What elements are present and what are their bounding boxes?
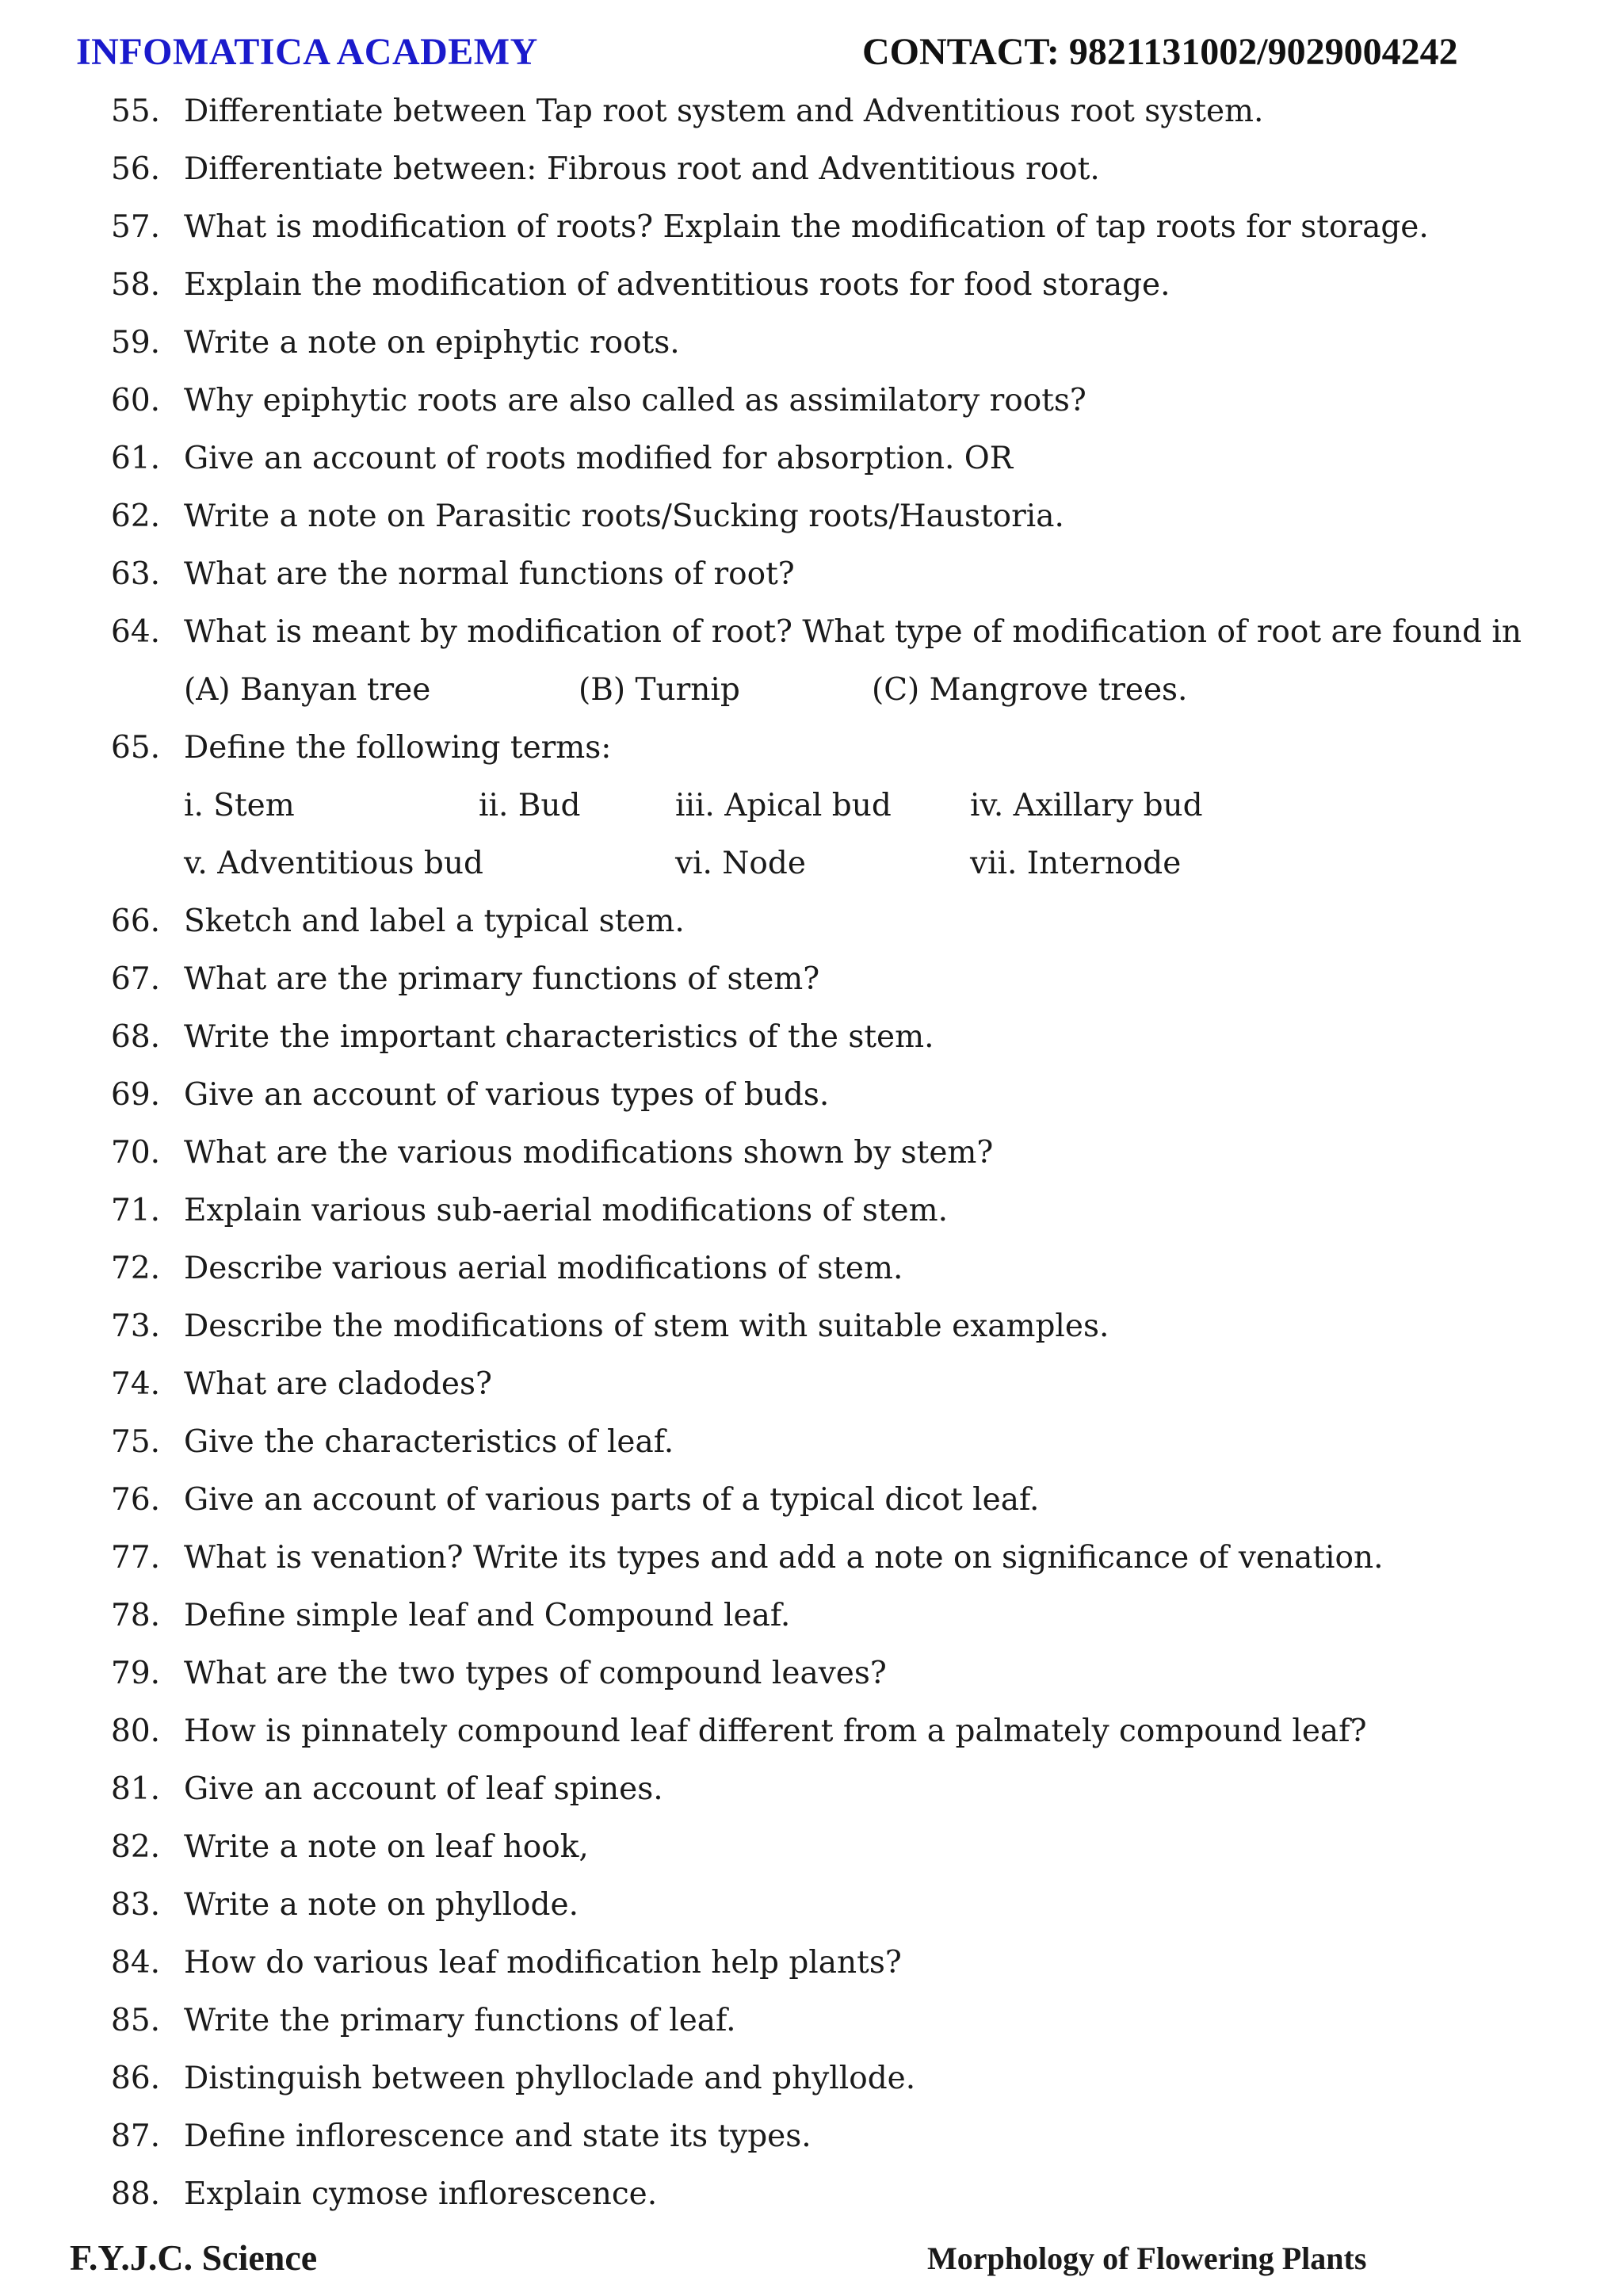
question-number: 84. — [111, 1945, 161, 1981]
question-84 — [0, 1934, 1623, 1992]
question-text: Explain cymose inflorescence. — [184, 2176, 658, 2212]
question-65-terms-row2 — [0, 835, 1623, 892]
term-i: i. Stem — [184, 788, 295, 823]
question-number: 88. — [111, 2176, 161, 2212]
question-87 — [0, 2107, 1623, 2165]
question-59 — [0, 314, 1623, 372]
term-iv: iv. Axillary bud — [970, 788, 1203, 823]
question-64 — [0, 603, 1623, 661]
question-text: How is pinnately compound leaf different from a palmately compound leaf? — [184, 1713, 1367, 1749]
question-86 — [0, 2050, 1623, 2107]
academy-name: INFOMATICA ACADEMY — [76, 31, 538, 73]
question-text: Give an account of leaf spines. — [184, 1771, 663, 1807]
question-number: 70. — [111, 1135, 161, 1171]
question-text: Write a note on leaf hook, — [184, 1829, 589, 1865]
question-58 — [0, 256, 1623, 314]
question-text: Give an account of various parts of a typical dicot leaf. — [184, 1482, 1040, 1518]
question-number: 83. — [111, 1887, 161, 1923]
question-number: 56. — [111, 151, 161, 187]
question-text: Explain various sub-aerial modifications of stem. — [184, 1193, 949, 1228]
question-number: 55. — [111, 94, 161, 129]
question-text: Distinguish between phylloclade and phyllode. — [184, 2061, 916, 2096]
footer-chapter: Morphology of Flowering Plants — [927, 2241, 1367, 2276]
question-74 — [0, 1355, 1623, 1413]
question-72 — [0, 1240, 1623, 1297]
question-text: What are the various modifications shown by stem? — [184, 1135, 994, 1171]
question-number: 67. — [111, 961, 161, 997]
question-number: 79. — [111, 1656, 161, 1691]
term-iii: iii. Apical bud — [675, 788, 892, 823]
question-number: 80. — [111, 1713, 161, 1749]
question-text: What are the normal functions of root? — [184, 556, 795, 592]
question-text: Describe various aerial modifications of stem. — [184, 1251, 903, 1286]
question-80 — [0, 1702, 1623, 1760]
question-63 — [0, 545, 1623, 603]
term-ii: ii. Bud — [479, 788, 581, 823]
question-number: 72. — [111, 1251, 161, 1286]
question-text: Write a note on epiphytic roots. — [184, 325, 680, 361]
question-text: Why epiphytic roots are also called as assimilatory roots? — [184, 383, 1086, 418]
question-number: 58. — [111, 267, 161, 303]
question-85 — [0, 1992, 1623, 2050]
question-57 — [0, 198, 1623, 256]
question-number: 85. — [111, 2003, 161, 2038]
question-number: 60. — [111, 383, 161, 418]
question-number: 57. — [111, 209, 161, 245]
question-number: 68. — [111, 1019, 161, 1055]
question-text: Give an account of roots modified for absorption. OR — [184, 441, 1014, 476]
question-text: What is modification of roots? Explain the modification of tap roots for storage. — [184, 209, 1429, 245]
question-64-options — [0, 661, 1623, 719]
question-61 — [0, 430, 1623, 487]
question-text: Give an account of various types of buds. — [184, 1077, 830, 1113]
question-text: Explain the modification of adventitious roots for food storage. — [184, 267, 1170, 303]
question-number: 71. — [111, 1193, 161, 1228]
question-77 — [0, 1529, 1623, 1587]
question-70 — [0, 1124, 1623, 1182]
question-number: 75. — [111, 1424, 161, 1460]
term-vi: vi. Node — [675, 846, 806, 881]
question-text: What is meant by modification of root? What type of modification of root are found in — [184, 614, 1522, 650]
question-83 — [0, 1876, 1623, 1934]
question-text: Write a note on Parasitic roots/Sucking roots/Haustoria. — [184, 499, 1064, 534]
question-69 — [0, 1066, 1623, 1124]
question-text: Write the primary functions of leaf. — [184, 2003, 736, 2038]
question-56 — [0, 140, 1623, 198]
question-76 — [0, 1471, 1623, 1529]
option-a: (A) Banyan tree — [184, 672, 431, 708]
question-number: 82. — [111, 1829, 161, 1865]
question-79 — [0, 1645, 1623, 1702]
question-number: 64. — [111, 614, 161, 650]
question-71 — [0, 1182, 1623, 1240]
question-text: Differentiate between: Fibrous root and Adventitious root. — [184, 151, 1100, 187]
question-68 — [0, 1008, 1623, 1066]
question-73 — [0, 1297, 1623, 1355]
question-text: Define inflorescence and state its types. — [184, 2118, 812, 2154]
question-66 — [0, 892, 1623, 950]
question-65 — [0, 719, 1623, 777]
question-65-terms-row1 — [0, 777, 1623, 835]
question-60 — [0, 372, 1623, 430]
question-text: Differentiate between Tap root system and Adventitious root system. — [184, 94, 1264, 129]
question-number: 66. — [111, 904, 161, 939]
question-text: Give the characteristics of leaf. — [184, 1424, 674, 1460]
question-text: What is venation? Write its types and add a note on significance of venation. — [184, 1540, 1384, 1576]
question-text: Define the following terms: — [184, 730, 612, 766]
question-number: 65. — [111, 730, 161, 766]
question-number: 61. — [111, 441, 161, 476]
question-55 — [0, 82, 1623, 140]
question-text: Describe the modifications of stem with suitable examples. — [184, 1308, 1109, 1344]
question-text: Define simple leaf and Compound leaf. — [184, 1598, 791, 1633]
question-text: How do various leaf modification help plants? — [184, 1945, 902, 1981]
contact-info: CONTACT: 9821131002/9029004242 — [862, 31, 1458, 73]
question-number: 87. — [111, 2118, 161, 2154]
question-number: 63. — [111, 556, 161, 592]
question-text: What are cladodes? — [184, 1366, 492, 1402]
term-v: v. Adventitious bud — [184, 846, 483, 881]
question-75 — [0, 1413, 1623, 1471]
question-text: Write a note on phyllode. — [184, 1887, 579, 1923]
question-67 — [0, 950, 1623, 1008]
question-number: 86. — [111, 2061, 161, 2096]
question-81 — [0, 1760, 1623, 1818]
question-82 — [0, 1818, 1623, 1876]
question-text: Sketch and label a typical stem. — [184, 904, 685, 939]
footer-course: F.Y.J.C. Science — [70, 2237, 318, 2278]
question-number: 62. — [111, 499, 161, 534]
question-number: 59. — [111, 325, 161, 361]
question-number: 74. — [111, 1366, 161, 1402]
question-text: Write the important characteristics of the stem. — [184, 1019, 934, 1055]
question-text: What are the two types of compound leaves? — [184, 1656, 887, 1691]
question-88 — [0, 2165, 1623, 2223]
question-number: 78. — [111, 1598, 161, 1633]
term-vii: vii. Internode — [970, 846, 1182, 881]
question-number: 77. — [111, 1540, 161, 1576]
option-b: (B) Turnip — [579, 672, 740, 708]
question-number: 81. — [111, 1771, 161, 1807]
question-number: 69. — [111, 1077, 161, 1113]
question-62 — [0, 487, 1623, 545]
option-c: (C) Mangrove trees. — [872, 672, 1188, 708]
question-text: What are the primary functions of stem? — [184, 961, 820, 997]
question-number: 73. — [111, 1308, 161, 1344]
question-number: 76. — [111, 1482, 161, 1518]
question-78 — [0, 1587, 1623, 1645]
